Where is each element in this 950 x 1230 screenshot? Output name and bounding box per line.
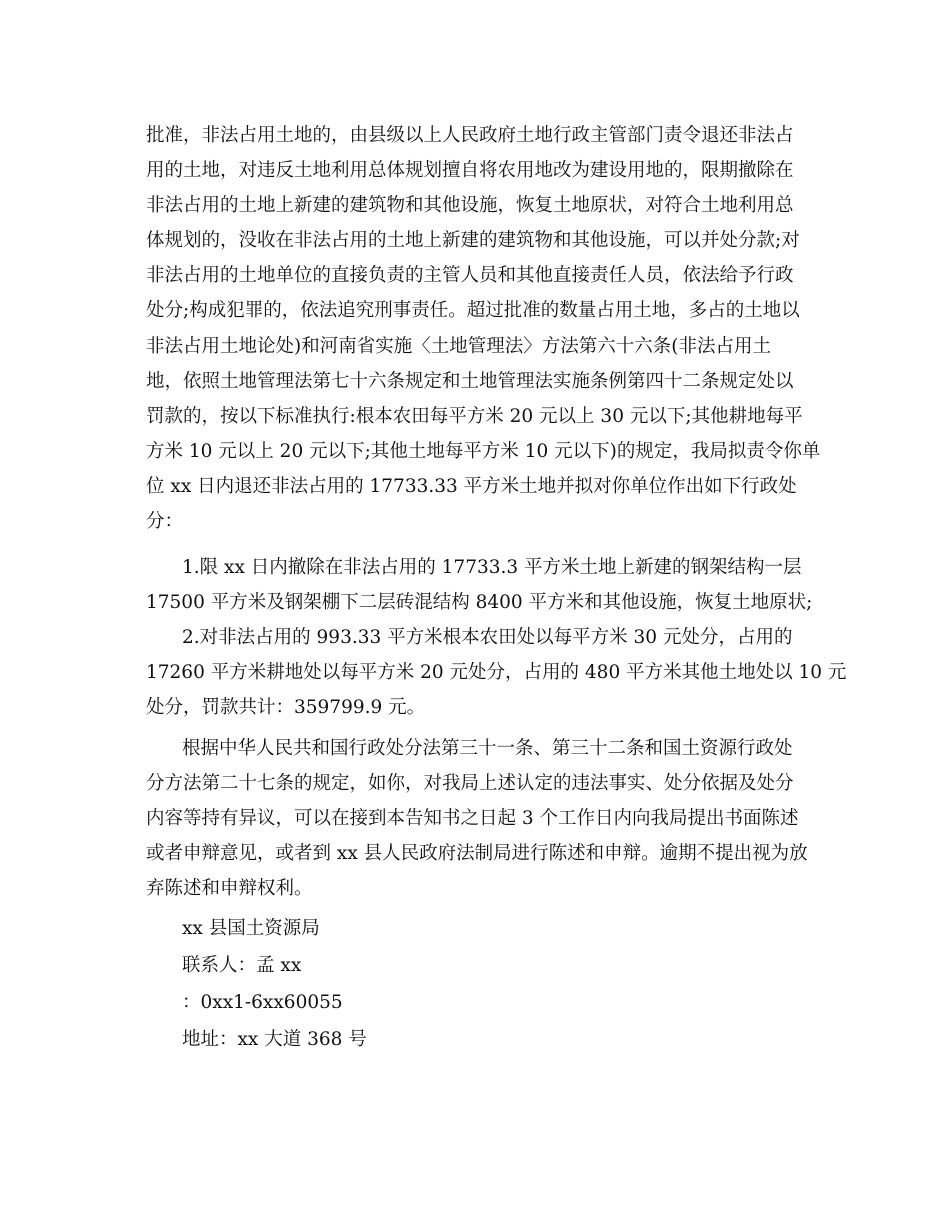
paragraph-line: 非法占用土地论处)和河南省实施〈土地管理法〉方法第六十六条(非法占用土 <box>146 336 771 357</box>
paragraph-line: 弃陈述和申辩权利。 <box>146 878 313 899</box>
paragraph-line: 用的土地，对违反土地利用总体规划擅自将农用地改为建设用地的，限期撤除在 <box>146 160 794 181</box>
list-item-line: 处分，罚款共计：359799.9 元。 <box>146 697 426 718</box>
paragraph-line: 罚款的，按以下标准执行:根本农田每平方米 20 元以上 30 元以下;其他耕地每平 <box>146 406 803 427</box>
paragraph-line: 方米 10 元以上 20 元以下;其他土地每平方米 10 元以下)的规定，我局拟责令你单 <box>146 441 821 462</box>
paragraph-line: 非法占用的土地单位的直接负责的主管人员和其他直接责任人员，依法给予行政 <box>146 265 794 286</box>
paragraph-line: 或者申辩意见，或者到 xx 县人民政府法制局进行陈述和申辩。逾期不提出视为放 <box>146 843 808 864</box>
list-item-line: 1.限 xx 日内撤除在非法占用的 17733.3 平方米土地上新建的钢架结构一层 <box>182 557 802 578</box>
contact-phone: ：0xx1-6xx60055 <box>182 992 343 1013</box>
contact-address: 地址：xx 大道 368 号 <box>182 1029 367 1050</box>
paragraph-line: 处分;构成犯罪的，依法追究刑事责任。超过批准的数量占用土地，多占的土地以 <box>146 300 800 321</box>
paragraph-line: 分方法第二十七条的规定，如你，对我局上述认定的违法事实、处分依据及处分 <box>146 773 794 794</box>
list-item-line: 2.对非法占用的 993.33 平方米根本农田处以每平方米 30 元处分，占用的 <box>182 627 793 648</box>
paragraph-line: 非法占用的土地上新建的建筑物和其他设施，恢复土地原状，对符合土地利用总 <box>146 195 794 216</box>
contact-person: 联系人：孟 xx <box>182 955 302 976</box>
paragraph-line: 根据中华人民共和国行政处分法第三十一条、第三十二条和国土资源行政处 <box>182 738 793 759</box>
paragraph-line: 体规划的，没收在非法占用的土地上新建的建筑物和其他设施，可以并处分款;对 <box>146 230 800 251</box>
list-item-line: 17260 平方米耕地处以每平方米 20 元处分，占用的 480 平方米其他土地处以 10 元 <box>146 662 847 683</box>
paragraph-line: 地，依照土地管理法第七十六条规定和土地管理法实施条例第四十二条规定处以 <box>146 371 794 392</box>
paragraph-line: 位 xx 日内退还非法占用的 17733.33 平方米土地并拟对你单位作出如下行政处 <box>146 476 797 497</box>
signature-office: xx 县国土资源局 <box>182 918 320 939</box>
list-item-line: 17500 平方米及钢架棚下二层砖混结构 8400 平方米和其他设施，恢复土地原状; <box>146 592 813 613</box>
paragraph-line: 内容等持有异议，可以在接到本告知书之日起 3 个工作日内向我局提出书面陈述 <box>146 808 799 829</box>
paragraph-line: 分： <box>146 511 184 532</box>
paragraph-line: 批准，非法占用土地的，由县级以上人民政府土地行政主管部门责令退还非法占 <box>146 125 794 146</box>
